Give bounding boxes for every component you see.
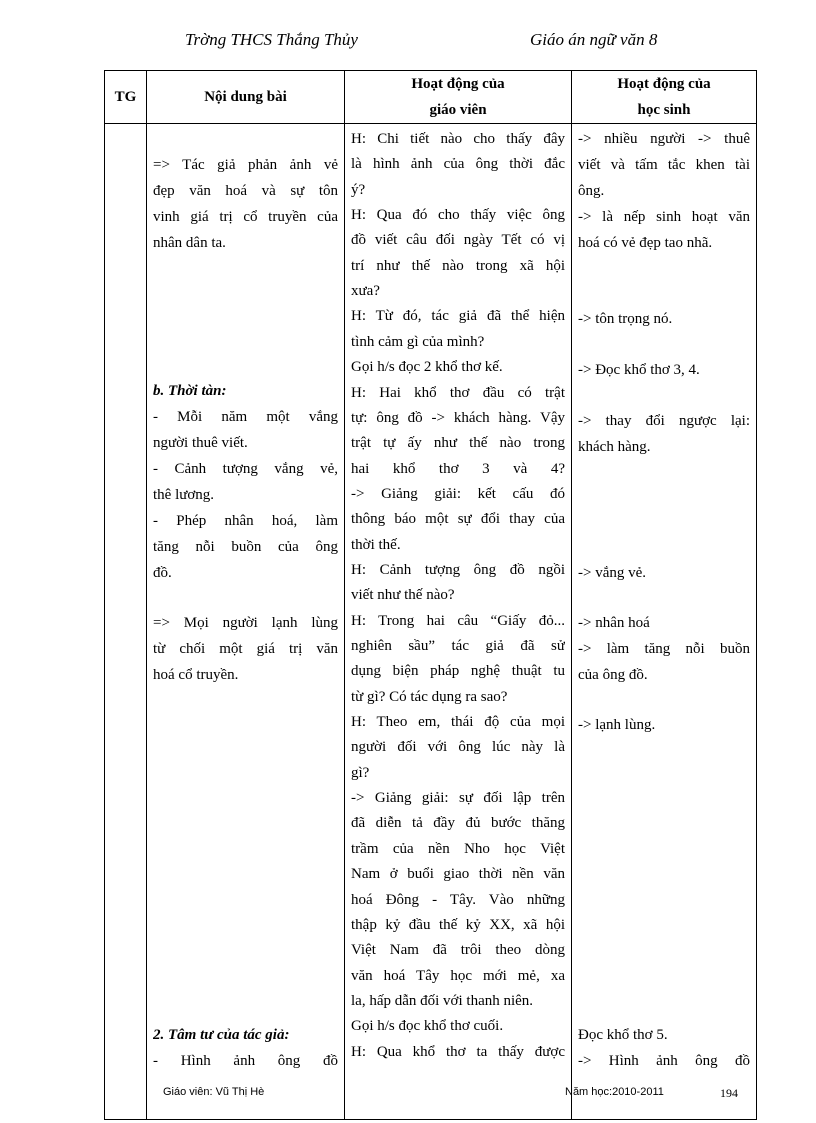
- student-line: viết và tấm tắc khen tài: [578, 157, 750, 173]
- teacher-line: từ gì? Có tác dụng ra sao?: [351, 688, 508, 705]
- header-teacher: [345, 71, 572, 124]
- student-line: -> thay đổi ngược lại:: [578, 413, 750, 429]
- content-line: hoá cổ truyền.: [153, 667, 239, 683]
- teacher-line: la, hấp dẫn đối với thanh niên.: [351, 992, 534, 1009]
- teacher-line: nghiên sầu” tác giả đã sử: [351, 638, 565, 654]
- header-student-line-2: học sinh: [637, 102, 691, 118]
- footer-teacher: Giáo viên: Vũ Thị Hè: [163, 1086, 265, 1098]
- content-line: thê lương.: [153, 487, 215, 503]
- header-teacher-line-2: giáo viên: [429, 102, 487, 118]
- teacher-line: xưa?: [351, 283, 380, 300]
- teacher-line: dụng biện pháp nghệ thuật tu: [351, 663, 565, 680]
- student-line: Đọc khổ thơ 5.: [578, 1027, 668, 1043]
- header-tg: TG: [105, 71, 147, 124]
- student-line: của ông đồ.: [578, 667, 648, 683]
- student-line: -> nhân hoá: [578, 615, 650, 631]
- header-school: Trờng THCS Thắng Thủy: [185, 30, 358, 49]
- content-line: 2. Tâm tư của tác giả:: [153, 1027, 290, 1043]
- header-teacher-line-1: Hoạt động của: [411, 76, 505, 92]
- teacher-line: H: Qua khổ thơ ta thấy được: [351, 1043, 565, 1060]
- content-line: - Mỗi năm một vắng: [153, 409, 338, 425]
- teacher-line: H: Cảnh tượng ông đồ ngồi: [351, 561, 565, 578]
- student-line: -> nhiều người -> thuê: [578, 131, 750, 147]
- student-line: -> là nếp sinh hoạt văn: [578, 209, 750, 225]
- teacher-line: viết như thế nào?: [351, 587, 455, 604]
- student-line: -> vắng vẻ.: [578, 565, 647, 581]
- teacher-line: tự: ông đồ -> khách hàng. Vậy: [351, 409, 565, 426]
- teacher-line: đồ viết câu đối ngày Tết có vị: [351, 232, 565, 249]
- teacher-line: thập kỷ đầu thế kỷ XX, xã hội: [351, 916, 565, 933]
- lesson-table: [104, 70, 757, 1120]
- teacher-line: ý?: [351, 181, 366, 198]
- content-line: vinh giá trị cổ truyền của: [153, 209, 338, 225]
- student-cell: [572, 124, 757, 1120]
- student-line: hoá có vẻ đẹp tao nhã.: [578, 235, 713, 251]
- student-line: -> tôn trọng nó.: [578, 311, 673, 327]
- student-line: khách hàng.: [578, 439, 651, 455]
- teacher-line: trí như thế nào trong xã hội: [351, 257, 565, 274]
- header-content: Nội dung bài: [147, 71, 345, 124]
- header-subject: Giáo án ngữ văn 8: [530, 30, 658, 49]
- teacher-line: Nam ở buổi giao thời nền văn: [351, 866, 565, 883]
- teacher-line: thông báo một sự đổi thay của: [351, 511, 565, 528]
- teacher-line: gì?: [351, 764, 370, 781]
- teacher-line: Gọi h/s đọc khổ thơ cuối.: [351, 1018, 504, 1035]
- teacher-line: Việt Nam đã trôi theo dòng: [351, 942, 565, 959]
- teacher-line: trật tự ấy như thế nào trong: [351, 435, 565, 452]
- teacher-line: -> Giảng giải: sự đối lập trên: [351, 790, 565, 807]
- teacher-cell: [345, 124, 572, 1120]
- teacher-line: H: Hai khổ thơ đầu có trật: [351, 384, 565, 401]
- teacher-line: H: Từ đó, tác giả đã thể hiện: [351, 308, 565, 325]
- page-number: 194: [720, 1086, 738, 1100]
- teacher-line: H: Chi tiết nào cho thấy đây: [351, 131, 565, 147]
- content-line: tăng nỗi buồn của ông: [153, 539, 338, 555]
- student-line: -> Hình ảnh ông đồ: [578, 1053, 750, 1069]
- teacher-line: tình cảm gì của mình?: [351, 333, 485, 350]
- student-line: -> làm tăng nỗi buồn: [578, 641, 750, 657]
- content-line: người thuê viết.: [153, 435, 248, 451]
- teacher-line: trầm của nền Nho học Việt: [351, 840, 565, 857]
- content-line: từ chối một giá trị văn: [153, 641, 338, 657]
- content-cell: [147, 124, 345, 1120]
- teacher-line: hai khổ thơ 3 và 4?: [351, 460, 565, 477]
- tg-cell: [105, 124, 147, 1120]
- teacher-line: -> Giảng giải: kết cấu đó: [351, 485, 565, 502]
- teacher-line: H: Trong hai câu “Giấy đỏ...: [351, 612, 565, 629]
- content-line: - Hình ảnh ông đồ: [153, 1053, 338, 1069]
- footer-year: Năm học:2010-2011: [565, 1086, 664, 1098]
- content-line: đẹp văn hoá và sự tôn: [153, 183, 338, 199]
- content-line: => Mọi người lạnh lùng: [153, 615, 338, 631]
- teacher-line: văn hoá Tây học mới mẻ, xa: [351, 967, 565, 984]
- teacher-line: Gọi h/s đọc 2 khổ thơ kế.: [351, 359, 503, 376]
- student-line: -> lạnh lùng.: [578, 717, 656, 733]
- content-line: nhân dân ta.: [153, 235, 226, 251]
- content-line: - Cảnh tượng vắng vẻ,: [153, 461, 338, 477]
- teacher-line: H: Qua đó cho thấy việc ông: [351, 207, 565, 224]
- teacher-line: đã diễn tả đầy đủ bước thăng: [351, 815, 565, 832]
- teacher-line: thời thế.: [351, 536, 401, 553]
- header-student: [572, 71, 757, 124]
- content-line: b. Thời tàn:: [153, 383, 227, 399]
- teacher-line: người đối với ông lúc này là: [351, 739, 565, 756]
- table-row: [105, 124, 757, 1120]
- teacher-line: là hình ảnh của ông thời đắc: [351, 156, 565, 173]
- table-header-row: [105, 71, 757, 124]
- header-student-line-1: Hoạt động của: [617, 76, 711, 92]
- content-line: đồ.: [153, 565, 172, 581]
- student-line: ông.: [578, 183, 605, 199]
- student-line: -> Đọc khổ thơ 3, 4.: [578, 362, 700, 378]
- teacher-line: hoá Đông - Tây. Vào những: [351, 891, 565, 908]
- content-line: - Phép nhân hoá, làm: [153, 513, 338, 529]
- content-line: => Tác giả phản ảnh vẻ: [153, 157, 338, 173]
- teacher-line: H: Theo em, thái độ của mọi: [351, 714, 565, 731]
